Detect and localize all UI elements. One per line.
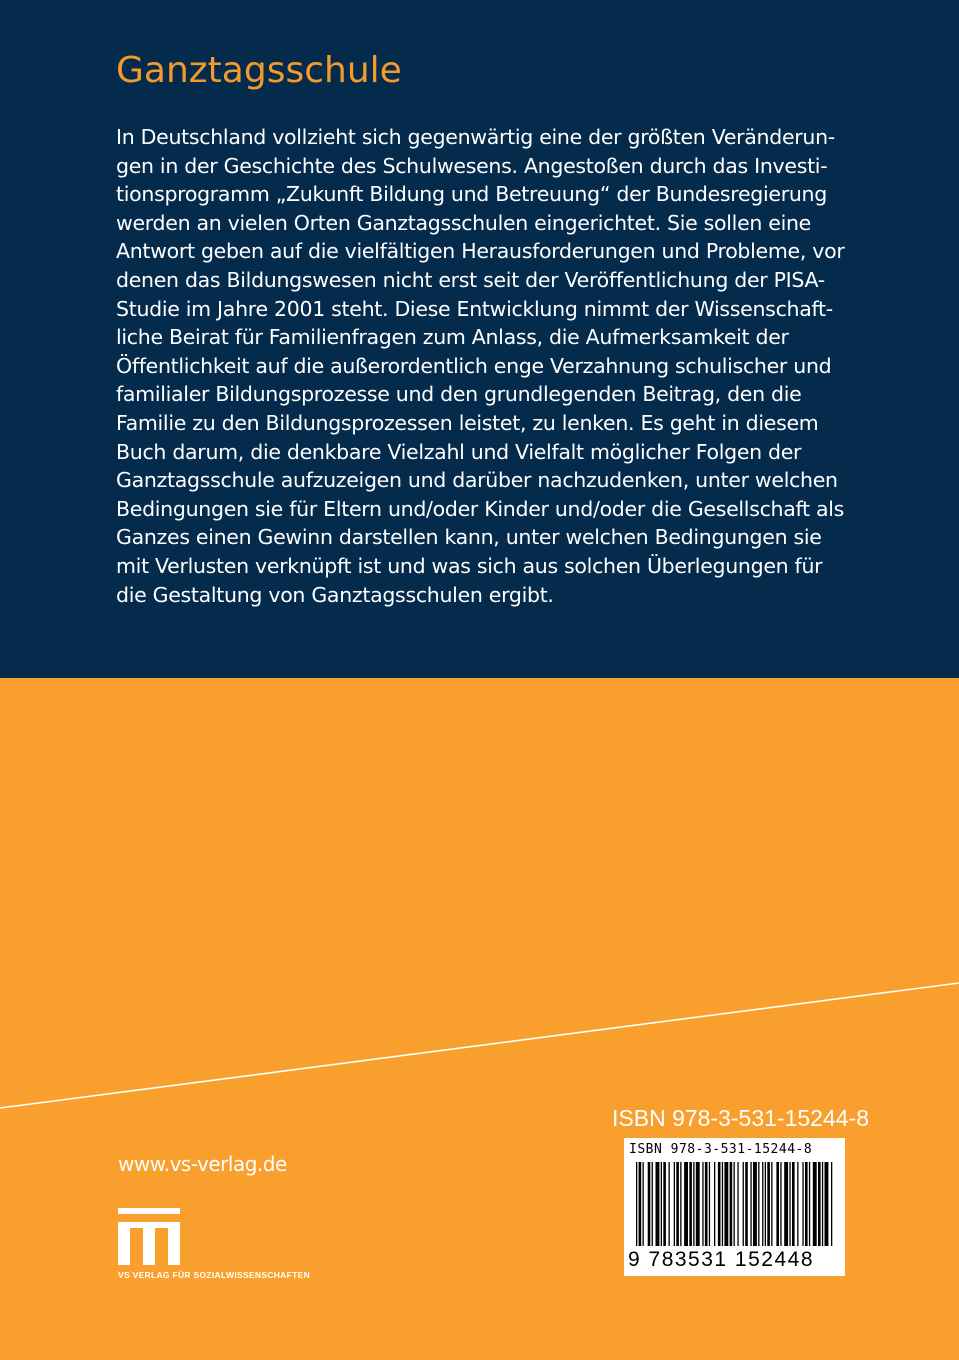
barcode-bar: [813, 1162, 817, 1246]
decorative-diagonal-line: [0, 978, 959, 1113]
barcode-bar: [762, 1162, 763, 1246]
barcode-bar: [693, 1162, 694, 1246]
barcode-bar: [767, 1162, 770, 1246]
barcode: [624, 1138, 845, 1276]
description-line: denen das Bildungswesen nicht erst seit der Veröffentlichung der PISA-: [116, 267, 825, 292]
description-line: Familie zu den Bildungsprozessen leistet, zu lenken. Es geht in diesem: [116, 410, 819, 435]
barcode-bar: [822, 1162, 823, 1246]
barcode-digits: 9 783531 152448: [628, 1248, 814, 1271]
description-line: tionsprogramm „Zukunft Bildung und Betreuung“ der Bundesregierung: [116, 182, 827, 207]
barcode-bar: [818, 1162, 821, 1246]
barcode-bar: [730, 1162, 733, 1246]
barcode-bar: [792, 1162, 795, 1246]
publisher-name: VS VERLAG FÜR SOZIALWISSENSCHAFTEN: [118, 1270, 311, 1280]
barcode-bar: [636, 1162, 637, 1246]
description-line: werden an vielen Orten Ganztagsschulen eingerichtet. Sie sollen eine: [116, 210, 811, 235]
barcode-bar: [737, 1162, 738, 1246]
description-line: liche Beirat für Familienfragen zum Anlass, die Aufmerksamkeit der: [116, 325, 789, 350]
barcode-bar: [784, 1162, 788, 1246]
book-description: [116, 123, 876, 609]
description-line: Antwort geben auf die vielfältigen Herausforderungen und Probleme, vor: [116, 239, 845, 264]
barcode-bar: [831, 1162, 832, 1246]
barcode-bar: [797, 1162, 798, 1246]
barcode-bar: [696, 1162, 700, 1246]
barcode-bar: [663, 1162, 666, 1246]
barcode-bar: [643, 1162, 644, 1246]
barcode-bar: [639, 1162, 642, 1246]
barcode-bar: [802, 1162, 803, 1246]
barcode-bar: [652, 1162, 653, 1246]
description-line: Bedingungen sie für Eltern und/oder Kinder und/oder die Gesellschaft als: [116, 496, 845, 521]
barcode-bar: [776, 1162, 779, 1246]
description-line: Ganzes einen Gewinn darstellen kann, unter welchen Bedingungen sie: [116, 525, 822, 550]
barcode-bar: [680, 1162, 681, 1246]
barcode-bar: [724, 1162, 728, 1246]
top-blue-panel: [0, 0, 959, 678]
description-line: Öffentlichkeit auf die außerordentlich enge Verzahnung schulischer und: [116, 353, 832, 378]
barcode-bar: [734, 1162, 735, 1246]
barcode-bar: [765, 1162, 766, 1246]
barcode-isbn-text: ISBN 978-3-531-15244-8: [629, 1142, 813, 1157]
barcode-bar: [718, 1162, 721, 1246]
barcode-bar: [809, 1162, 810, 1246]
description-line: die Gestaltung von Ganztagsschulen ergibt.: [116, 582, 554, 607]
barcode-bar: [753, 1162, 757, 1246]
barcode-bar: [648, 1162, 651, 1246]
barcode-bar: [758, 1162, 759, 1246]
barcode-bar: [780, 1162, 781, 1246]
description-line: In Deutschland vollzieht sich gegenwärtig eine der größten Veränderun-: [116, 125, 835, 149]
publisher-website: www.vs-verlag.de: [118, 1152, 287, 1176]
barcode-bar: [674, 1162, 675, 1246]
barcode-bar: [743, 1162, 744, 1246]
description-line: Studie im Jahre 2001 steht. Diese Entwicklung nimmt der Wissenschaft-: [116, 296, 833, 321]
barcode-bar: [684, 1162, 688, 1246]
barcode-bar: [702, 1162, 703, 1246]
barcode-bar: [656, 1162, 660, 1246]
barcode-bar: [722, 1162, 723, 1246]
barcode-bar: [705, 1162, 708, 1246]
isbn-label: ISBN 978-3-531-15244-8: [612, 1105, 869, 1131]
description-line: Buch darum, die denkbare Vielzahl und Vielfalt möglicher Folgen der: [116, 439, 802, 464]
description-line: mit Verlusten verknüpft ist und was sich aus solchen Überlegungen für: [116, 553, 823, 578]
barcode-bar: [689, 1162, 692, 1246]
barcode-bar: [789, 1162, 790, 1246]
description-line: gen in der Geschichte des Schulwesens. Angestoßen durch das Investi-: [116, 153, 828, 178]
description-line: Ganztagsschule aufzuzeigen und darüber nachzudenken, unter welchen: [116, 468, 838, 493]
book-title: Ganztagsschule: [116, 50, 402, 91]
vs-verlag-logo: [118, 1208, 180, 1266]
barcode-bar: [750, 1162, 751, 1246]
barcode-bar: [825, 1162, 829, 1246]
barcode-bar: [676, 1162, 679, 1246]
barcode-bar: [805, 1162, 808, 1246]
barcode-bar: [661, 1162, 662, 1246]
barcode-bar: [709, 1162, 710, 1246]
barcode-bar: [669, 1162, 670, 1246]
description-line: familialer Bildungsprozesse und den grundlegenden Beitrag, den die: [116, 382, 802, 407]
barcode-bar: [745, 1162, 748, 1246]
barcode-bar: [771, 1162, 772, 1246]
barcode-bar: [714, 1162, 715, 1246]
